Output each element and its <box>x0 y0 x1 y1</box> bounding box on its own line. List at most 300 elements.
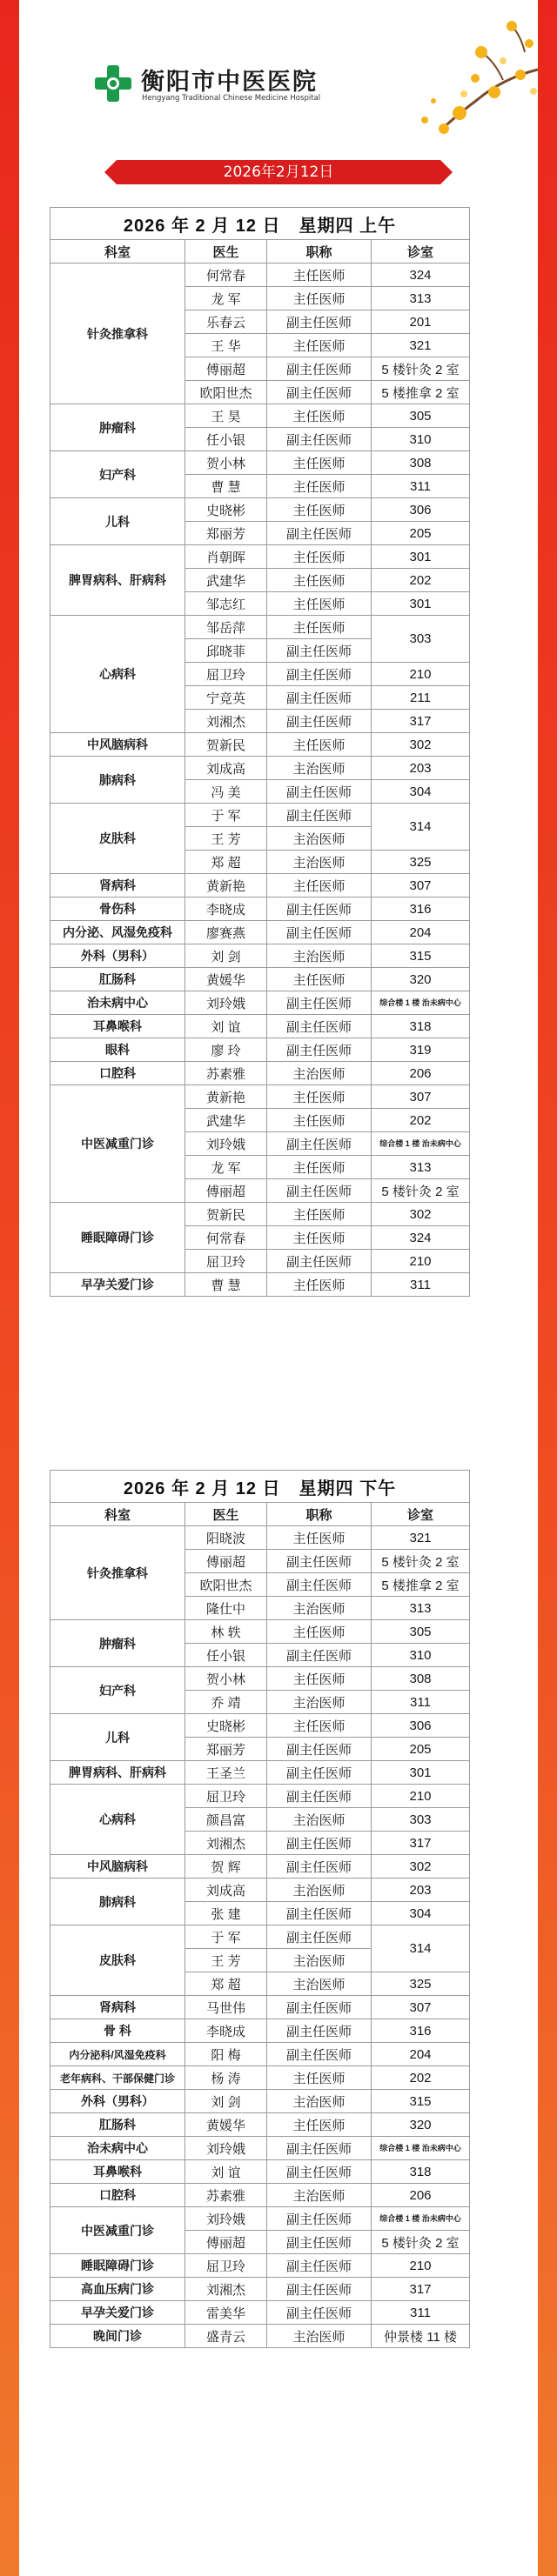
doctor-cell: 何常春 <box>185 264 267 287</box>
room-cell: 301 <box>372 545 470 569</box>
table-row <box>50 2137 470 2160</box>
hospital-name: 衡阳市中医医院 <box>141 69 318 96</box>
doctor-cell: 宁竞英 <box>185 686 267 710</box>
title-rank-cell: 副主任医师 <box>267 2278 372 2301</box>
header-row <box>50 240 470 264</box>
room-cell: 综合楼 1 楼 治未病中心 <box>372 1132 470 1156</box>
room-cell: 314 <box>372 804 470 851</box>
table-row <box>50 1785 470 1808</box>
table-row <box>50 757 470 780</box>
room-cell: 311 <box>372 1273 470 1297</box>
title-rank-cell: 副主任医师 <box>267 639 372 663</box>
title-rank-cell: 主任医师 <box>267 404 372 428</box>
doctor-cell: 王圣兰 <box>185 1761 267 1785</box>
doctor-cell: 傅丽超 <box>185 2231 267 2254</box>
doctor-cell: 何常春 <box>185 1226 267 1250</box>
doctor-cell: 杨 涛 <box>185 2066 267 2090</box>
doctor-cell: 王 芳 <box>185 827 267 851</box>
department-cell: 妇产科 <box>50 451 185 498</box>
schedule-title: 2026 年 2 月 12 日 星期四 下午 <box>50 1471 470 1503</box>
table-row <box>50 2184 470 2207</box>
doctor-cell: 屈卫玲 <box>185 1250 267 1273</box>
department-cell: 外科（男科） <box>50 2090 185 2113</box>
column-header: 职称 <box>267 1503 372 1526</box>
department-cell: 耳鼻喉科 <box>50 1015 185 1038</box>
room-cell: 307 <box>372 1085 470 1109</box>
room-cell: 202 <box>372 569 470 592</box>
department-cell: 肿瘤科 <box>50 1620 185 1667</box>
doctor-cell: 贺小林 <box>185 451 267 475</box>
doctor-cell: 李晓成 <box>185 2019 267 2043</box>
room-cell: 307 <box>372 874 470 898</box>
department-cell: 口腔科 <box>50 1062 185 1085</box>
room-cell: 210 <box>372 1250 470 1273</box>
title-rank-cell: 副主任医师 <box>267 2137 372 2160</box>
table-row <box>50 2325 470 2348</box>
title-rank-cell: 副主任医师 <box>267 2254 372 2278</box>
doctor-cell: 曹 慧 <box>185 475 267 498</box>
column-header: 医生 <box>185 240 267 264</box>
department-cell: 早孕关爱门诊 <box>50 2301 185 2325</box>
room-cell: 313 <box>372 287 470 310</box>
doctor-cell: 黄新艳 <box>185 874 267 898</box>
department-cell: 外科（男科） <box>50 944 185 968</box>
room-cell: 仲景楼 11 楼 <box>372 2325 470 2348</box>
title-rank-cell: 主任医师 <box>267 1203 372 1226</box>
title-rank-cell: 主治医师 <box>267 1972 372 1996</box>
department-cell: 内分泌、风湿免疫科 <box>50 921 185 944</box>
title-rank-cell: 副主任医师 <box>267 1250 372 1273</box>
department-cell: 肛肠科 <box>50 2113 185 2137</box>
title-rank-cell: 副主任医师 <box>267 357 372 381</box>
title-rank-cell: 副主任医师 <box>267 1761 372 1785</box>
room-cell: 303 <box>372 616 470 663</box>
doctor-cell: 李晓成 <box>185 898 267 921</box>
table-row <box>50 1855 470 1879</box>
title-rank-cell: 主任医师 <box>267 498 372 522</box>
doctor-cell: 龙 军 <box>185 1156 267 1179</box>
room-cell: 317 <box>372 2278 470 2301</box>
department-cell: 内分泌科/风湿免疫科 <box>50 2043 185 2066</box>
title-rank-cell: 副主任医师 <box>267 2019 372 2043</box>
room-cell: 319 <box>372 1038 470 1062</box>
doctor-cell: 肖朝晖 <box>185 545 267 569</box>
doctor-cell: 郑丽芳 <box>185 1738 267 1761</box>
hospital-name-en: Hengyang Traditional Chinese Medicine Hospital <box>142 94 321 103</box>
table-row <box>50 968 470 991</box>
room-cell: 206 <box>372 1062 470 1085</box>
afternoon-schedule-table <box>50 1470 470 2348</box>
room-cell: 316 <box>372 2019 470 2043</box>
department-cell: 睡眠障碍门诊 <box>50 2254 185 2278</box>
title-rank-cell: 副主任医师 <box>267 2231 372 2254</box>
title-rank-cell: 副主任医师 <box>267 780 372 804</box>
title-rank-cell: 副主任医师 <box>267 1573 372 1597</box>
title-rank-cell: 主任医师 <box>267 1109 372 1132</box>
room-cell: 210 <box>372 663 470 686</box>
table-row <box>50 1714 470 1738</box>
doctor-cell: 颜昌富 <box>185 1808 267 1832</box>
blossom-decoration-icon <box>372 17 538 139</box>
doctor-cell: 贺新民 <box>185 733 267 757</box>
doctor-cell: 于 军 <box>185 1925 267 1949</box>
doctor-cell: 武建华 <box>185 1109 267 1132</box>
title-rank-cell: 主治医师 <box>267 1062 372 1085</box>
doctor-cell: 屈卫玲 <box>185 663 267 686</box>
title-rank-cell: 副主任医师 <box>267 710 372 733</box>
title-rank-cell: 副主任医师 <box>267 1038 372 1062</box>
doctor-cell: 王 芳 <box>185 1949 267 1972</box>
room-cell: 206 <box>372 2184 470 2207</box>
title-rank-cell: 主治医师 <box>267 827 372 851</box>
table-row <box>50 1667 470 1691</box>
table-row <box>50 1038 470 1062</box>
doctor-cell: 任小银 <box>185 1644 267 1667</box>
doctor-cell: 廖 玲 <box>185 1038 267 1062</box>
title-rank-cell: 主任医师 <box>267 2066 372 2090</box>
title-rank-cell: 副主任医师 <box>267 522 372 545</box>
doctor-cell: 刘湘杰 <box>185 1832 267 1855</box>
table-row <box>50 1273 470 1297</box>
room-cell: 306 <box>372 1714 470 1738</box>
room-cell: 5 楼针灸 2 室 <box>372 2231 470 2254</box>
room-cell: 综合楼 1 楼 治未病中心 <box>372 2207 470 2231</box>
table-row <box>50 991 470 1015</box>
doctor-cell: 武建华 <box>185 569 267 592</box>
room-cell: 综合楼 1 楼 治未病中心 <box>372 2137 470 2160</box>
table-row <box>50 498 470 522</box>
doctor-cell: 郑 超 <box>185 851 267 874</box>
title-rank-cell: 副主任医师 <box>267 1132 372 1156</box>
table-row <box>50 451 470 475</box>
title-rank-cell: 主任医师 <box>267 874 372 898</box>
doctor-cell: 史晓彬 <box>185 1714 267 1738</box>
room-cell: 315 <box>372 944 470 968</box>
table-row <box>50 1996 470 2019</box>
title-rank-cell: 主任医师 <box>267 264 372 287</box>
department-cell: 中风脑病科 <box>50 1855 185 1879</box>
room-cell: 202 <box>372 1109 470 1132</box>
department-cell: 皮肤科 <box>50 804 185 874</box>
doctor-cell: 史晓彬 <box>185 498 267 522</box>
title-rank-cell: 副主任医师 <box>267 898 372 921</box>
title-rank-cell: 副主任医师 <box>267 1996 372 2019</box>
table-row <box>50 1620 470 1644</box>
department-cell: 骨伤科 <box>50 898 185 921</box>
doctor-cell: 王 华 <box>185 334 267 357</box>
title-rank-cell: 主治医师 <box>267 757 372 780</box>
room-cell: 318 <box>372 1015 470 1038</box>
title-rank-cell: 主任医师 <box>267 569 372 592</box>
title-rank-cell: 副主任医师 <box>267 663 372 686</box>
room-cell: 310 <box>372 428 470 451</box>
room-cell: 311 <box>372 1691 470 1714</box>
title-rank-cell: 主治医师 <box>267 2325 372 2348</box>
title-rank-cell: 副主任医师 <box>267 1785 372 1808</box>
title-rank-cell: 副主任医师 <box>267 991 372 1015</box>
title-rank-cell: 主治医师 <box>267 944 372 968</box>
room-cell: 210 <box>372 2254 470 2278</box>
department-cell: 肺病科 <box>50 1879 185 1925</box>
doctor-cell: 黄媛华 <box>185 968 267 991</box>
column-header: 诊室 <box>372 240 470 264</box>
room-cell: 308 <box>372 1667 470 1691</box>
table-row <box>50 616 470 639</box>
room-cell: 325 <box>372 851 470 874</box>
title-rank-cell: 主任医师 <box>267 451 372 475</box>
room-cell: 315 <box>372 2090 470 2113</box>
title-rank-cell: 主任医师 <box>267 616 372 639</box>
table-row <box>50 545 470 569</box>
table-row <box>50 2113 470 2137</box>
room-cell: 301 <box>372 592 470 616</box>
room-cell: 311 <box>372 2301 470 2325</box>
title-rank-cell: 主任医师 <box>267 287 372 310</box>
title-rank-cell: 主治医师 <box>267 851 372 874</box>
doctor-cell: 廖赛燕 <box>185 921 267 944</box>
doctor-cell: 刘玲娥 <box>185 1132 267 1156</box>
doctor-cell: 隆仕中 <box>185 1597 267 1620</box>
table-row <box>50 1085 470 1109</box>
table-row <box>50 944 470 968</box>
hospital-logo-icon <box>92 63 134 104</box>
room-cell: 316 <box>372 898 470 921</box>
doctor-cell: 冯 美 <box>185 780 267 804</box>
table-row <box>50 2160 470 2184</box>
title-rank-cell: 主任医师 <box>267 592 372 616</box>
doctor-cell: 曹 慧 <box>185 1273 267 1297</box>
department-cell: 早孕关爱门诊 <box>50 1273 185 1297</box>
title-rank-cell: 副主任医师 <box>267 1738 372 1761</box>
room-cell: 321 <box>372 1526 470 1550</box>
doctor-cell: 王 昊 <box>185 404 267 428</box>
title-rank-cell: 主任医师 <box>267 1620 372 1644</box>
table-row <box>50 1879 470 1902</box>
title-rank-cell: 主任医师 <box>267 545 372 569</box>
doctor-cell: 刘湘杰 <box>185 710 267 733</box>
room-cell: 304 <box>372 1902 470 1925</box>
table-row <box>50 2207 470 2231</box>
table-row <box>50 264 470 287</box>
table-row <box>50 733 470 757</box>
doctor-cell: 郑丽芳 <box>185 522 267 545</box>
department-cell: 治未病中心 <box>50 991 185 1015</box>
department-cell: 妇产科 <box>50 1667 185 1714</box>
doctor-cell: 苏素雅 <box>185 2184 267 2207</box>
doctor-cell: 贺 辉 <box>185 1855 267 1879</box>
room-cell: 304 <box>372 780 470 804</box>
department-cell: 骨 科 <box>50 2019 185 2043</box>
doctor-cell: 屈卫玲 <box>185 1785 267 1808</box>
room-cell: 305 <box>372 404 470 428</box>
column-header: 科室 <box>50 240 185 264</box>
title-rank-cell: 副主任医师 <box>267 428 372 451</box>
department-cell: 中医减重门诊 <box>50 1085 185 1203</box>
doctor-cell: 乐春云 <box>185 310 267 334</box>
room-cell: 5 楼针灸 2 室 <box>372 357 470 381</box>
room-cell: 310 <box>372 1644 470 1667</box>
title-rank-cell: 副主任医师 <box>267 1832 372 1855</box>
room-cell: 320 <box>372 968 470 991</box>
room-cell: 5 楼针灸 2 室 <box>372 1179 470 1203</box>
title-rank-cell: 副主任医师 <box>267 1179 372 1203</box>
title-rank-cell: 副主任医师 <box>267 1925 372 1949</box>
room-cell: 203 <box>372 757 470 780</box>
doctor-cell: 任小银 <box>185 428 267 451</box>
doctor-cell: 傅丽超 <box>185 357 267 381</box>
title-rank-cell: 副主任医师 <box>267 804 372 827</box>
column-header: 职称 <box>267 240 372 264</box>
room-cell: 303 <box>372 1808 470 1832</box>
room-cell: 313 <box>372 1597 470 1620</box>
title-rank-cell: 副主任医师 <box>267 2160 372 2184</box>
room-cell: 320 <box>372 2113 470 2137</box>
room-cell: 317 <box>372 710 470 733</box>
table-row <box>50 2254 470 2278</box>
table-row <box>50 2090 470 2113</box>
department-cell: 眼科 <box>50 1038 185 1062</box>
department-cell: 心病科 <box>50 1785 185 1855</box>
doctor-cell: 贺新民 <box>185 1203 267 1226</box>
department-cell: 心病科 <box>50 616 185 733</box>
title-rank-cell: 副主任医师 <box>267 1855 372 1879</box>
room-cell: 205 <box>372 1738 470 1761</box>
room-cell: 综合楼 1 楼 治未病中心 <box>372 991 470 1015</box>
room-cell: 5 楼推拿 2 室 <box>372 381 470 404</box>
department-cell: 皮肤科 <box>50 1925 185 1996</box>
department-cell: 中医减重门诊 <box>50 2207 185 2254</box>
department-cell: 肿瘤科 <box>50 404 185 451</box>
department-cell: 儿科 <box>50 498 185 545</box>
table-row <box>50 1062 470 1085</box>
doctor-cell: 刘玲娥 <box>185 991 267 1015</box>
department-cell: 睡眠障碍门诊 <box>50 1203 185 1273</box>
morning-schedule-table <box>50 207 470 1297</box>
doctor-cell: 邹志红 <box>185 592 267 616</box>
doctor-cell: 刘玲娥 <box>185 2207 267 2231</box>
doctor-cell: 黄媛华 <box>185 2113 267 2137</box>
title-rank-cell: 主治医师 <box>267 2090 372 2113</box>
title-rank-cell: 主任医师 <box>267 1273 372 1297</box>
room-cell: 324 <box>372 264 470 287</box>
column-header: 诊室 <box>372 1503 470 1526</box>
doctor-cell: 屈卫玲 <box>185 2254 267 2278</box>
title-rank-cell: 副主任医师 <box>267 2043 372 2066</box>
department-cell: 脾胃病科、肝病科 <box>50 1761 185 1785</box>
doctor-cell: 刘 剑 <box>185 944 267 968</box>
title-rank-cell: 副主任医师 <box>267 686 372 710</box>
room-cell: 317 <box>372 1832 470 1855</box>
doctor-cell: 郑 超 <box>185 1972 267 1996</box>
department-cell: 中风脑病科 <box>50 733 185 757</box>
department-cell: 针灸推拿科 <box>50 1526 185 1620</box>
title-rank-cell: 副主任医师 <box>267 2207 372 2231</box>
department-cell: 脾胃病科、肝病科 <box>50 545 185 616</box>
room-cell: 302 <box>372 1203 470 1226</box>
title-rank-cell: 主任医师 <box>267 1085 372 1109</box>
doctor-cell: 傅丽超 <box>185 1179 267 1203</box>
room-cell: 307 <box>372 1996 470 2019</box>
table-row <box>50 1526 470 1550</box>
doctor-cell: 苏素雅 <box>185 1062 267 1085</box>
room-cell: 210 <box>372 1785 470 1808</box>
table-row <box>50 2066 470 2090</box>
room-cell: 302 <box>372 733 470 757</box>
table-row <box>50 1203 470 1226</box>
room-cell: 204 <box>372 921 470 944</box>
doctor-cell: 于 军 <box>185 804 267 827</box>
doctor-cell: 张 建 <box>185 1902 267 1925</box>
doctor-cell: 马世伟 <box>185 1996 267 2019</box>
title-rank-cell: 主任医师 <box>267 334 372 357</box>
doctor-cell: 邱晓菲 <box>185 639 267 663</box>
title-rank-cell: 主任医师 <box>267 1667 372 1691</box>
table-row <box>50 1015 470 1038</box>
doctor-cell: 欧阳世杰 <box>185 381 267 404</box>
doctor-cell: 刘 剑 <box>185 2090 267 2113</box>
table-row <box>50 2301 470 2325</box>
room-cell: 204 <box>372 2043 470 2066</box>
doctor-cell: 雷美华 <box>185 2301 267 2325</box>
title-rank-cell: 主治医师 <box>267 1808 372 1832</box>
room-cell: 306 <box>372 498 470 522</box>
hospital-header <box>19 0 538 139</box>
title-rank-cell: 主任医师 <box>267 475 372 498</box>
room-cell: 211 <box>372 686 470 710</box>
title-rank-cell: 副主任医师 <box>267 381 372 404</box>
doctor-cell: 林 轶 <box>185 1620 267 1644</box>
title-rank-cell: 副主任医师 <box>267 1550 372 1573</box>
department-cell: 治未病中心 <box>50 2137 185 2160</box>
department-cell: 耳鼻喉科 <box>50 2160 185 2184</box>
doctor-cell: 欧阳世杰 <box>185 1573 267 1597</box>
room-cell: 318 <box>372 2160 470 2184</box>
doctor-cell: 邹岳萍 <box>185 616 267 639</box>
title-rank-cell: 主治医师 <box>267 1597 372 1620</box>
date-banner: 2026年2月12日 <box>117 160 440 184</box>
doctor-cell: 乔 靖 <box>185 1691 267 1714</box>
room-cell: 324 <box>372 1226 470 1250</box>
department-cell: 儿科 <box>50 1714 185 1761</box>
doctor-cell: 刘成高 <box>185 1879 267 1902</box>
title-rank-cell: 副主任医师 <box>267 1902 372 1925</box>
doctor-cell: 阳 梅 <box>185 2043 267 2066</box>
title-rank-cell: 主任医师 <box>267 733 372 757</box>
title-rank-cell: 主治医师 <box>267 2184 372 2207</box>
column-header: 科室 <box>50 1503 185 1526</box>
room-cell: 301 <box>372 1761 470 1785</box>
doctor-cell: 阳晓波 <box>185 1526 267 1550</box>
table-row <box>50 2019 470 2043</box>
schedule-title: 2026 年 2 月 12 日 星期四 上午 <box>50 208 470 240</box>
table-row <box>50 2278 470 2301</box>
room-cell: 313 <box>372 1156 470 1179</box>
doctor-cell: 刘玲娥 <box>185 2137 267 2160</box>
header-row <box>50 1503 470 1526</box>
room-cell: 203 <box>372 1879 470 1902</box>
room-cell: 308 <box>372 451 470 475</box>
room-cell: 201 <box>372 310 470 334</box>
room-cell: 5 楼针灸 2 室 <box>372 1550 470 1573</box>
title-rank-cell: 副主任医师 <box>267 2301 372 2325</box>
department-cell: 高血压病门诊 <box>50 2278 185 2301</box>
doctor-cell: 黄新艳 <box>185 1085 267 1109</box>
title-rank-cell: 主治医师 <box>267 1949 372 1972</box>
title-rank-cell: 主任医师 <box>267 1714 372 1738</box>
column-header: 医生 <box>185 1503 267 1526</box>
title-rank-cell: 主任医师 <box>267 1226 372 1250</box>
room-cell: 314 <box>372 1925 470 1972</box>
